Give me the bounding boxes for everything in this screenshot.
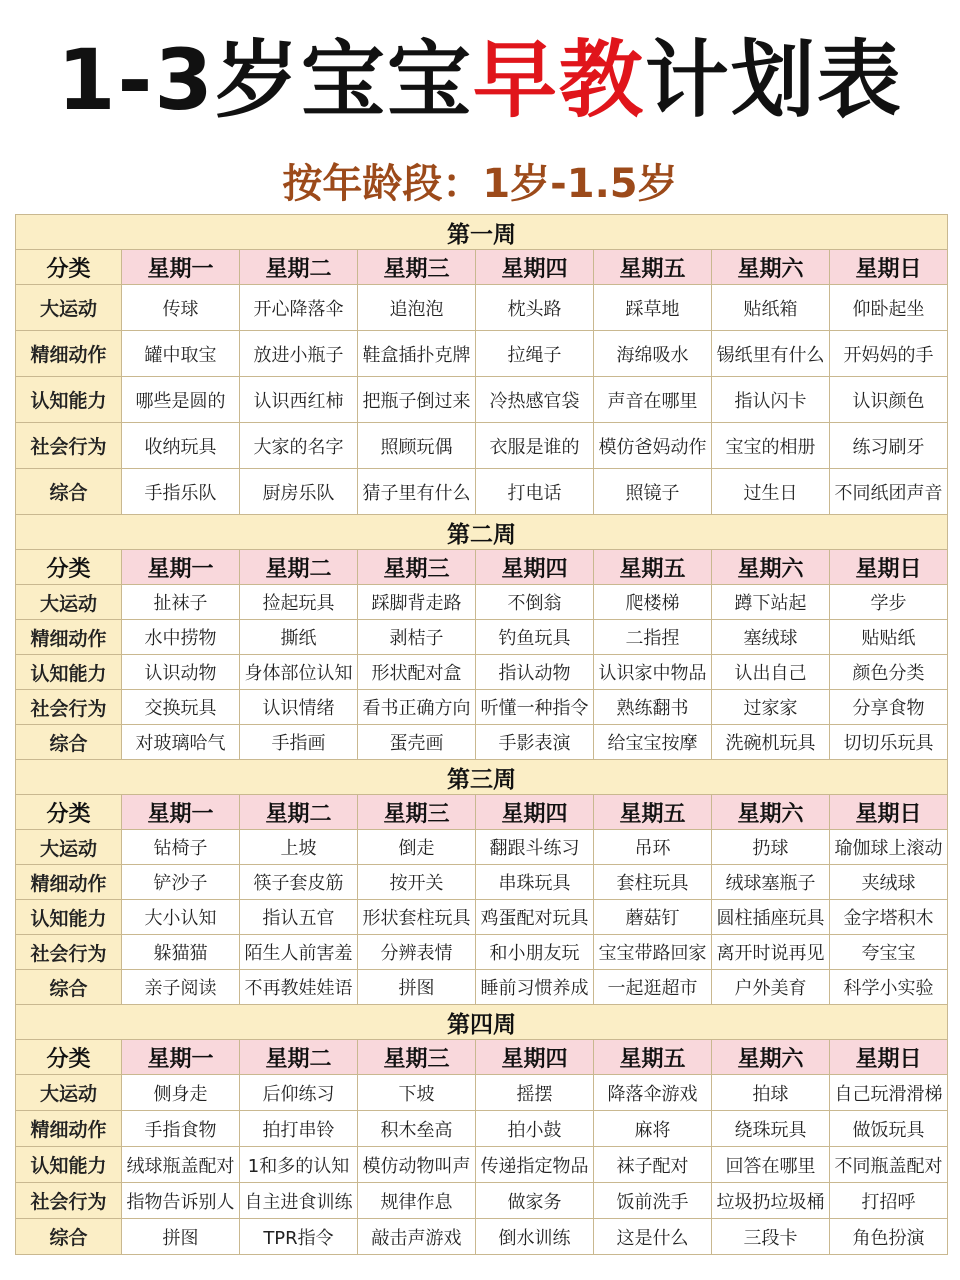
activity-cell: 身体部位认知 bbox=[240, 655, 358, 690]
activity-cell: 扯袜子 bbox=[122, 585, 240, 620]
activity-cell: 这是什么 bbox=[594, 1219, 712, 1255]
category-label: 精细动作 bbox=[16, 620, 122, 655]
header-day: 星期一 bbox=[122, 1040, 240, 1075]
activity-row bbox=[16, 1147, 948, 1183]
activity-row bbox=[16, 865, 948, 900]
activity-cell: 倒走 bbox=[358, 830, 476, 865]
activity-cell: 蘑菇钉 bbox=[594, 900, 712, 935]
week-title-row bbox=[16, 515, 948, 550]
week-title: 第二周 bbox=[16, 515, 948, 550]
activity-cell: 钻椅子 bbox=[122, 830, 240, 865]
activity-cell: 下坡 bbox=[358, 1075, 476, 1111]
activity-cell: 蹲下站起 bbox=[712, 585, 830, 620]
activity-row bbox=[16, 585, 948, 620]
activity-cell: 和小朋友玩 bbox=[476, 935, 594, 970]
activity-cell: 照镜子 bbox=[594, 469, 712, 515]
activity-row bbox=[16, 970, 948, 1005]
activity-cell: 大小认知 bbox=[122, 900, 240, 935]
activity-cell: 离开时说再见 bbox=[712, 935, 830, 970]
week-block bbox=[16, 760, 948, 1005]
activity-cell: 踩草地 bbox=[594, 285, 712, 331]
activity-cell: 大家的名字 bbox=[240, 423, 358, 469]
activity-cell: 一起逛超市 bbox=[594, 970, 712, 1005]
activity-cell: 鞋盒插扑克牌 bbox=[358, 331, 476, 377]
header-day: 星期四 bbox=[476, 550, 594, 585]
activity-row bbox=[16, 1219, 948, 1255]
header-day: 星期日 bbox=[830, 795, 948, 830]
header-day: 星期六 bbox=[712, 795, 830, 830]
header-row bbox=[16, 250, 948, 285]
activity-cell: 睡前习惯养成 bbox=[476, 970, 594, 1005]
header-day: 星期五 bbox=[594, 795, 712, 830]
category-label: 大运动 bbox=[16, 585, 122, 620]
activity-cell: 宝宝的相册 bbox=[712, 423, 830, 469]
activity-row bbox=[16, 655, 948, 690]
activity-row bbox=[16, 1111, 948, 1147]
title-part-2: 早教 bbox=[472, 30, 645, 129]
category-label: 认知能力 bbox=[16, 900, 122, 935]
page-subtitle: 按年龄段：1岁-1.5岁 bbox=[282, 160, 678, 207]
header-day: 星期三 bbox=[358, 250, 476, 285]
activity-cell: 倒水训练 bbox=[476, 1219, 594, 1255]
activity-cell: 科学小实验 bbox=[830, 970, 948, 1005]
activity-cell: 洗碗机玩具 bbox=[712, 725, 830, 760]
activity-row bbox=[16, 830, 948, 865]
activity-cell: 形状配对盒 bbox=[358, 655, 476, 690]
category-label: 认知能力 bbox=[16, 1147, 122, 1183]
activity-cell: 过家家 bbox=[712, 690, 830, 725]
activity-cell: 做家务 bbox=[476, 1183, 594, 1219]
activity-row bbox=[16, 935, 948, 970]
activity-cell: 锡纸里有什么 bbox=[712, 331, 830, 377]
activity-cell: 照顾玩偶 bbox=[358, 423, 476, 469]
activity-cell: 仰卧起坐 bbox=[830, 285, 948, 331]
activity-cell: 过生日 bbox=[712, 469, 830, 515]
activity-cell: 拍打串铃 bbox=[240, 1111, 358, 1147]
week-block bbox=[16, 1005, 948, 1255]
title-part-3: 计划表 bbox=[644, 30, 903, 129]
week-title: 第一周 bbox=[16, 215, 948, 250]
activity-cell: 上坡 bbox=[240, 830, 358, 865]
category-label: 认知能力 bbox=[16, 377, 122, 423]
activity-cell: TPR指令 bbox=[240, 1219, 358, 1255]
schedule-grid bbox=[15, 214, 947, 1255]
header-row bbox=[16, 550, 948, 585]
activity-row bbox=[16, 620, 948, 655]
activity-cell: 瑜伽球上滚动 bbox=[830, 830, 948, 865]
activity-row bbox=[16, 423, 948, 469]
activity-cell: 夸宝宝 bbox=[830, 935, 948, 970]
activity-cell: 陌生人前害羞 bbox=[240, 935, 358, 970]
activity-cell: 指物告诉别人 bbox=[122, 1183, 240, 1219]
activity-cell: 模仿动物叫声 bbox=[358, 1147, 476, 1183]
activity-cell: 自主进食训练 bbox=[240, 1183, 358, 1219]
activity-cell: 罐中取宝 bbox=[122, 331, 240, 377]
activity-cell: 拉绳子 bbox=[476, 331, 594, 377]
week-title-row bbox=[16, 760, 948, 795]
activity-cell: 开心降落伞 bbox=[240, 285, 358, 331]
activity-cell: 1和多的认知 bbox=[240, 1147, 358, 1183]
activity-cell: 钓鱼玩具 bbox=[476, 620, 594, 655]
activity-cell: 爬楼梯 bbox=[594, 585, 712, 620]
activity-cell: 贴纸箱 bbox=[712, 285, 830, 331]
header-day: 星期日 bbox=[830, 550, 948, 585]
activity-cell: 对玻璃哈气 bbox=[122, 725, 240, 760]
activity-cell: 躲猫猫 bbox=[122, 935, 240, 970]
category-label: 精细动作 bbox=[16, 1111, 122, 1147]
activity-cell: 熟练翻书 bbox=[594, 690, 712, 725]
activity-cell: 学步 bbox=[830, 585, 948, 620]
activity-cell: 后仰练习 bbox=[240, 1075, 358, 1111]
activity-cell: 认识动物 bbox=[122, 655, 240, 690]
activity-cell: 按开关 bbox=[358, 865, 476, 900]
header-day: 星期六 bbox=[712, 1040, 830, 1075]
header-day: 星期三 bbox=[358, 1040, 476, 1075]
activity-cell: 踩脚背走路 bbox=[358, 585, 476, 620]
activity-cell: 拼图 bbox=[122, 1219, 240, 1255]
header-category: 分类 bbox=[16, 550, 122, 585]
activity-cell: 降落伞游戏 bbox=[594, 1075, 712, 1111]
activity-row bbox=[16, 1075, 948, 1111]
header-day: 星期六 bbox=[712, 550, 830, 585]
activity-cell: 铲沙子 bbox=[122, 865, 240, 900]
activity-cell: 听懂一种指令 bbox=[476, 690, 594, 725]
activity-cell: 麻将 bbox=[594, 1111, 712, 1147]
activity-cell: 垃圾扔垃圾桶 bbox=[712, 1183, 830, 1219]
header-day: 星期日 bbox=[830, 1040, 948, 1075]
header-day: 星期二 bbox=[240, 550, 358, 585]
week-title-row bbox=[16, 215, 948, 250]
activity-cell: 不同纸团声音 bbox=[830, 469, 948, 515]
activity-cell: 绒球塞瓶子 bbox=[712, 865, 830, 900]
activity-cell: 衣服是谁的 bbox=[476, 423, 594, 469]
header-day: 星期五 bbox=[594, 250, 712, 285]
header-category: 分类 bbox=[16, 795, 122, 830]
activity-row bbox=[16, 900, 948, 935]
activity-cell: 筷子套皮筋 bbox=[240, 865, 358, 900]
header-day: 星期一 bbox=[122, 795, 240, 830]
activity-cell: 不同瓶盖配对 bbox=[830, 1147, 948, 1183]
activity-cell: 手指乐队 bbox=[122, 469, 240, 515]
category-label: 综合 bbox=[16, 1219, 122, 1255]
activity-cell: 分享食物 bbox=[830, 690, 948, 725]
week-title: 第三周 bbox=[16, 760, 948, 795]
activity-cell: 积木垒高 bbox=[358, 1111, 476, 1147]
activity-cell: 贴贴纸 bbox=[830, 620, 948, 655]
activity-cell: 冷热感官袋 bbox=[476, 377, 594, 423]
activity-cell: 绒球瓶盖配对 bbox=[122, 1147, 240, 1183]
header-day: 星期三 bbox=[358, 550, 476, 585]
activity-cell: 切切乐玩具 bbox=[830, 725, 948, 760]
activity-cell: 角色扮演 bbox=[830, 1219, 948, 1255]
category-label: 大运动 bbox=[16, 830, 122, 865]
header-day: 星期五 bbox=[594, 1040, 712, 1075]
activity-row bbox=[16, 285, 948, 331]
activity-cell: 鸡蛋配对玩具 bbox=[476, 900, 594, 935]
activity-cell: 手影表演 bbox=[476, 725, 594, 760]
activity-cell: 给宝宝按摩 bbox=[594, 725, 712, 760]
activity-row bbox=[16, 690, 948, 725]
activity-cell: 练习刷牙 bbox=[830, 423, 948, 469]
activity-cell: 圆柱插座玩具 bbox=[712, 900, 830, 935]
header-day: 星期日 bbox=[830, 250, 948, 285]
activity-cell: 看书正确方向 bbox=[358, 690, 476, 725]
activity-cell: 手指画 bbox=[240, 725, 358, 760]
activity-cell: 夹绒球 bbox=[830, 865, 948, 900]
activity-cell: 串珠玩具 bbox=[476, 865, 594, 900]
activity-cell: 开妈妈的手 bbox=[830, 331, 948, 377]
header-day: 星期四 bbox=[476, 250, 594, 285]
activity-cell: 蛋壳画 bbox=[358, 725, 476, 760]
activity-row bbox=[16, 469, 948, 515]
activity-cell: 套柱玩具 bbox=[594, 865, 712, 900]
activity-cell: 敲击声游戏 bbox=[358, 1219, 476, 1255]
activity-cell: 扔球 bbox=[712, 830, 830, 865]
activity-cell: 户外美育 bbox=[712, 970, 830, 1005]
header-day: 星期一 bbox=[122, 550, 240, 585]
activity-cell: 打招呼 bbox=[830, 1183, 948, 1219]
schedule-table bbox=[15, 214, 948, 1255]
activity-cell: 分辨表情 bbox=[358, 935, 476, 970]
activity-cell: 海绵吸水 bbox=[594, 331, 712, 377]
activity-cell: 形状套柱玩具 bbox=[358, 900, 476, 935]
activity-cell: 吊环 bbox=[594, 830, 712, 865]
category-label: 社会行为 bbox=[16, 423, 122, 469]
activity-cell: 回答在哪里 bbox=[712, 1147, 830, 1183]
category-label: 社会行为 bbox=[16, 690, 122, 725]
activity-cell: 指认动物 bbox=[476, 655, 594, 690]
header-row bbox=[16, 795, 948, 830]
header-day: 星期一 bbox=[122, 250, 240, 285]
activity-cell: 声音在哪里 bbox=[594, 377, 712, 423]
activity-cell: 捡起玩具 bbox=[240, 585, 358, 620]
header-category: 分类 bbox=[16, 1040, 122, 1075]
activity-cell: 金字塔积木 bbox=[830, 900, 948, 935]
activity-cell: 把瓶子倒过来 bbox=[358, 377, 476, 423]
activity-cell: 不倒翁 bbox=[476, 585, 594, 620]
activity-cell: 塞绒球 bbox=[712, 620, 830, 655]
activity-cell: 指认五官 bbox=[240, 900, 358, 935]
activity-cell: 指认闪卡 bbox=[712, 377, 830, 423]
category-label: 综合 bbox=[16, 725, 122, 760]
category-label: 综合 bbox=[16, 469, 122, 515]
activity-cell: 打电话 bbox=[476, 469, 594, 515]
header-category: 分类 bbox=[16, 250, 122, 285]
category-label: 大运动 bbox=[16, 285, 122, 331]
week-title-row bbox=[16, 1005, 948, 1040]
activity-cell: 颜色分类 bbox=[830, 655, 948, 690]
activity-cell: 认识情绪 bbox=[240, 690, 358, 725]
header-day: 星期二 bbox=[240, 250, 358, 285]
activity-cell: 模仿爸妈动作 bbox=[594, 423, 712, 469]
activity-cell: 绕珠玩具 bbox=[712, 1111, 830, 1147]
activity-cell: 饭前洗手 bbox=[594, 1183, 712, 1219]
activity-cell: 交换玩具 bbox=[122, 690, 240, 725]
activity-cell: 拍球 bbox=[712, 1075, 830, 1111]
activity-cell: 袜子配对 bbox=[594, 1147, 712, 1183]
activity-row bbox=[16, 377, 948, 423]
category-label: 精细动作 bbox=[16, 865, 122, 900]
activity-cell: 宝宝带路回家 bbox=[594, 935, 712, 970]
category-label: 综合 bbox=[16, 970, 122, 1005]
category-label: 大运动 bbox=[16, 1075, 122, 1111]
activity-cell: 亲子阅读 bbox=[122, 970, 240, 1005]
header-day: 星期二 bbox=[240, 795, 358, 830]
activity-cell: 收纳玩具 bbox=[122, 423, 240, 469]
header-day: 星期五 bbox=[594, 550, 712, 585]
category-label: 社会行为 bbox=[16, 1183, 122, 1219]
page-title bbox=[0, 0, 960, 146]
category-label: 社会行为 bbox=[16, 935, 122, 970]
activity-cell: 哪些是圆的 bbox=[122, 377, 240, 423]
activity-cell: 认识颜色 bbox=[830, 377, 948, 423]
activity-cell: 猜子里有什么 bbox=[358, 469, 476, 515]
title-part-1: 1-3岁宝宝 bbox=[57, 30, 473, 129]
activity-cell: 拼图 bbox=[358, 970, 476, 1005]
activity-cell: 摇摆 bbox=[476, 1075, 594, 1111]
activity-cell: 剥桔子 bbox=[358, 620, 476, 655]
activity-cell: 枕头路 bbox=[476, 285, 594, 331]
activity-cell: 拍小鼓 bbox=[476, 1111, 594, 1147]
activity-cell: 水中捞物 bbox=[122, 620, 240, 655]
activity-cell: 侧身走 bbox=[122, 1075, 240, 1111]
header-day: 星期三 bbox=[358, 795, 476, 830]
activity-row bbox=[16, 1183, 948, 1219]
activity-row bbox=[16, 331, 948, 377]
activity-cell: 认识家中物品 bbox=[594, 655, 712, 690]
activity-cell: 传递指定物品 bbox=[476, 1147, 594, 1183]
activity-cell: 认识西红柿 bbox=[240, 377, 358, 423]
activity-cell: 做饭玩具 bbox=[830, 1111, 948, 1147]
activity-cell: 厨房乐队 bbox=[240, 469, 358, 515]
header-day: 星期六 bbox=[712, 250, 830, 285]
week-block bbox=[16, 515, 948, 760]
header-day: 星期四 bbox=[476, 795, 594, 830]
activity-row bbox=[16, 725, 948, 760]
activity-cell: 认出自己 bbox=[712, 655, 830, 690]
activity-cell: 传球 bbox=[122, 285, 240, 331]
header-day: 星期二 bbox=[240, 1040, 358, 1075]
category-label: 认知能力 bbox=[16, 655, 122, 690]
activity-cell: 追泡泡 bbox=[358, 285, 476, 331]
activity-cell: 规律作息 bbox=[358, 1183, 476, 1219]
activity-cell: 放进小瓶子 bbox=[240, 331, 358, 377]
header-day: 星期四 bbox=[476, 1040, 594, 1075]
activity-cell: 三段卡 bbox=[712, 1219, 830, 1255]
activity-cell: 撕纸 bbox=[240, 620, 358, 655]
category-label: 精细动作 bbox=[16, 331, 122, 377]
activity-cell: 自己玩滑滑梯 bbox=[830, 1075, 948, 1111]
week-title: 第四周 bbox=[16, 1005, 948, 1040]
activity-cell: 翻跟斗练习 bbox=[476, 830, 594, 865]
activity-cell: 二指捏 bbox=[594, 620, 712, 655]
activity-cell: 手指食物 bbox=[122, 1111, 240, 1147]
week-block bbox=[16, 215, 948, 515]
header-row bbox=[16, 1040, 948, 1075]
activity-cell: 不再教娃娃语 bbox=[240, 970, 358, 1005]
